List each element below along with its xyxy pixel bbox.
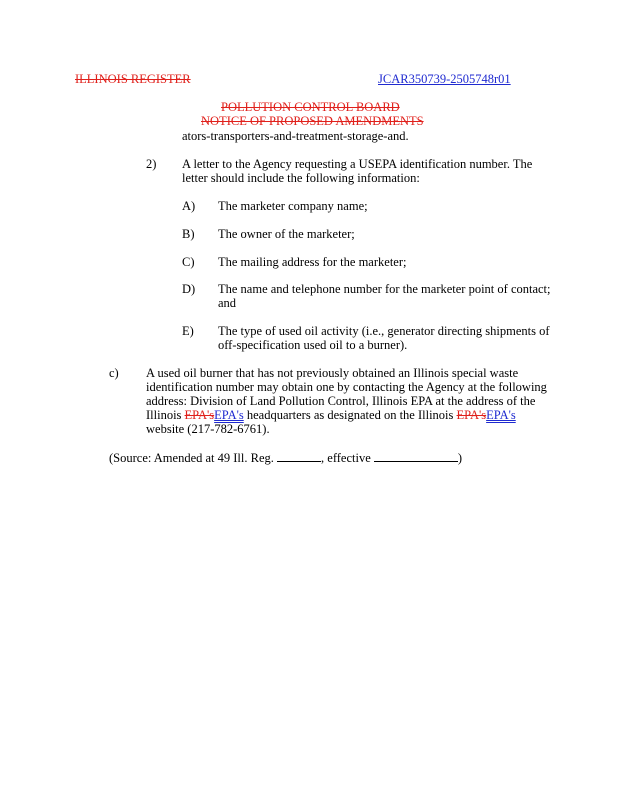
item-c-line-5: website (217-782-6761).: [146, 422, 270, 436]
item-c-line-4: [146, 408, 516, 422]
subitem-d-number: D): [182, 282, 196, 296]
subitem-c-number: C): [182, 255, 195, 269]
item-c-line-1: A used oil burner that has not previously obtained an Illinois special waste: [146, 366, 519, 380]
subitem-e-line-2: off-specification used oil to a burner).: [218, 338, 408, 352]
subitem-b-text: The owner of the marketer;: [218, 227, 355, 241]
item-c-line-2: identification number may obtain one by contacting the Agency at the following: [146, 380, 547, 394]
subitem-a-number: A): [182, 199, 196, 213]
source-note: [109, 450, 462, 465]
item-2-number: 2): [146, 157, 157, 171]
inserted-epa-1: EPA's: [214, 408, 244, 422]
register-title: ILLINOIS REGISTER: [75, 72, 191, 86]
source-effective-blank: [374, 450, 458, 462]
jcar-number: JCAR350739-2505748r01: [378, 72, 511, 86]
item-c-line-4-mid: headquarters as designated on the Illinois: [243, 408, 457, 422]
subitem-d-line-1: The name and telephone number for the marketer point of contact;: [218, 282, 551, 296]
source-reg-blank: [277, 450, 321, 462]
notice-title: NOTICE OF PROPOSED AMENDMENTS: [201, 114, 424, 128]
subitem-a-text: The marketer company name;: [218, 199, 368, 213]
subitem-e-line-1: The type of used oil activity (i.e., generator directing shipments of: [218, 324, 550, 338]
inserted-epa-2: EPA's: [486, 408, 516, 422]
item-c-number: c): [109, 366, 119, 380]
source-suffix: ): [457, 451, 463, 465]
item-c-line-3: address: Division of Land Pollution Control, Illinois EPA at the address of the: [146, 394, 536, 408]
source-prefix: (Source: Amended at 49 Ill. Reg.: [109, 451, 278, 465]
deleted-epa-1: EPA's: [184, 408, 215, 422]
continuation-text: ators-transporters-and-treatment-storage-and.: [182, 129, 409, 143]
item-2-line-1: A letter to the Agency requesting a USEPA identification number. The: [182, 157, 533, 171]
subitem-e-number: E): [182, 324, 194, 338]
deleted-epa-2: EPA's: [456, 408, 487, 422]
agency-name: POLLUTION CONTROL BOARD: [221, 100, 400, 114]
item-c-line-4-start: Illinois: [146, 408, 185, 422]
source-mid: , effective: [321, 451, 374, 465]
subitem-d-line-2: and: [218, 296, 237, 310]
item-2-line-2: letter should include the following information:: [182, 171, 420, 185]
subitem-c-text: The mailing address for the marketer;: [218, 255, 407, 269]
subitem-b-number: B): [182, 227, 195, 241]
